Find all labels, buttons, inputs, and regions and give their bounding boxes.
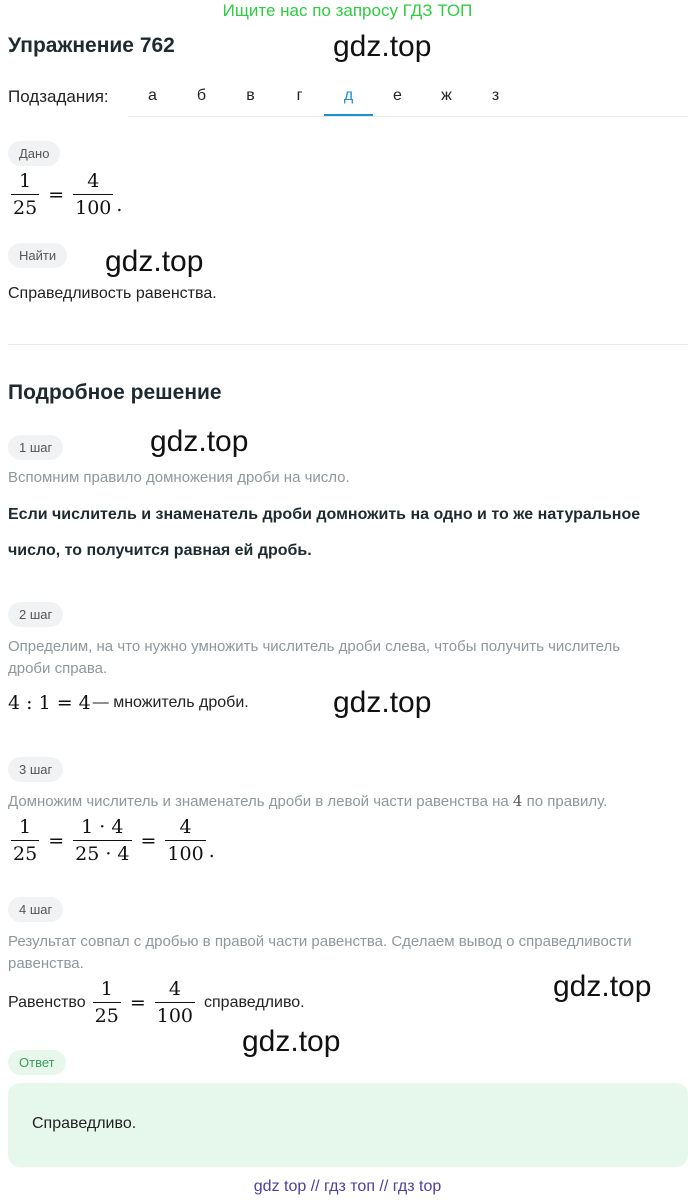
divide-expression: 4 : 1 = 4 — [8, 692, 91, 714]
numerator: 4 — [87, 170, 100, 192]
equals-sign: = — [48, 183, 65, 206]
step-3-hint — [8, 790, 607, 813]
subtask-tabs — [128, 80, 688, 117]
watermark: gdz.top — [333, 30, 432, 63]
find-text: Справедливость равенства. — [8, 285, 217, 302]
denominator: 100 — [165, 840, 205, 865]
rule-line-2: число, то получится равная ей дробь. — [8, 542, 312, 559]
equality-prefix: Равенство — [8, 993, 86, 1011]
tab-a[interactable]: а — [148, 87, 157, 104]
denominator: 25 · 4 — [73, 840, 131, 865]
tab-z[interactable]: з — [491, 87, 500, 104]
fraction — [73, 816, 131, 865]
equality-suffix: справедливо. — [204, 993, 305, 1011]
tab-g[interactable]: г — [296, 87, 303, 104]
given-badge: Дано — [8, 141, 60, 166]
search-banner[interactable]: Ищите нас по запросу ГДЗ ТОП — [222, 1, 473, 20]
numerator: 4 — [179, 816, 192, 838]
step-3-equation — [8, 816, 215, 865]
fraction — [93, 978, 121, 1027]
multiplier-text: — множитель дроби. — [92, 694, 249, 711]
step-4-equation — [90, 978, 198, 1027]
denominator: 25 — [11, 840, 39, 865]
watermark: gdz.top — [242, 1025, 341, 1058]
tab-zh[interactable]: ж — [441, 87, 452, 104]
denominator: 100 — [155, 1002, 195, 1027]
step-4-hint-line-2: равенства. — [8, 955, 84, 972]
step-4-conclusion — [8, 978, 305, 1027]
watermark: gdz.top — [553, 970, 652, 1003]
step-2-hint-line-1: Определим, на что нужно умножить числитель дроби слева, чтобы получить числитель — [8, 638, 621, 655]
answer-badge: Ответ — [8, 1050, 66, 1075]
equals-sign: = — [48, 829, 65, 852]
numerator: 1 — [100, 978, 113, 1000]
numerator: 1 — [19, 170, 32, 192]
tab-e[interactable]: е — [393, 87, 402, 104]
period: . — [116, 193, 123, 216]
page-title: Упражнение 762 — [8, 34, 175, 57]
fraction — [165, 816, 205, 865]
step-4-badge: 4 шаг — [8, 897, 63, 922]
step-3-badge: 3 шаг — [8, 757, 63, 782]
tab-d[interactable]: д — [324, 80, 373, 116]
subtasks-label: Подзадания: — [8, 87, 109, 106]
fraction — [73, 170, 113, 219]
equals-sign: = — [140, 829, 157, 852]
step-3-hint-end: по правилу. — [526, 793, 608, 810]
step-3-hint-text: Домножим числитель и знаменатель дроби в левой части равенства на — [8, 793, 509, 810]
equals-sign: = — [129, 991, 146, 1014]
fraction — [11, 816, 39, 865]
step-2-hint-line-2: дроби справа. — [8, 660, 108, 677]
denominator: 25 — [93, 1002, 121, 1027]
tab-v[interactable]: в — [246, 87, 255, 104]
step-1-hint: Вспомним правило домножения дроби на число. — [8, 469, 350, 486]
step-2-badge: 2 шаг — [8, 602, 63, 627]
fraction — [155, 978, 195, 1027]
answer-text: Справедливо. — [32, 1115, 137, 1132]
period: . — [208, 839, 215, 862]
find-badge: Найти — [8, 243, 67, 268]
numerator: 1 — [19, 816, 32, 838]
step-2-result — [8, 692, 249, 714]
tab-b[interactable]: б — [196, 87, 207, 104]
fraction — [11, 170, 39, 219]
step-4-hint-line-1: Результат совпал с дробью в правой части равенства. Сделаем вывод о справедливости — [8, 933, 632, 950]
denominator: 100 — [73, 194, 113, 219]
factor-number: 4 — [512, 792, 523, 810]
watermark: gdz.top — [105, 245, 204, 278]
step-1-badge: 1 шаг — [8, 435, 63, 460]
watermark: gdz.top — [333, 686, 432, 719]
solution-title: Подробное решение — [8, 381, 222, 404]
numerator: 4 — [168, 978, 181, 1000]
answer-box — [8, 1083, 688, 1167]
rule-line-1: Если числитель и знаменатель дроби домножить на одно и то же натуральное — [8, 506, 641, 523]
numerator: 1 · 4 — [81, 816, 124, 838]
watermark: gdz.top — [150, 425, 249, 458]
footer-links[interactable]: gdz top // гдз топ // гдз top — [253, 1178, 442, 1195]
given-equation — [8, 170, 122, 219]
denominator: 25 — [11, 194, 39, 219]
divider — [8, 344, 688, 345]
